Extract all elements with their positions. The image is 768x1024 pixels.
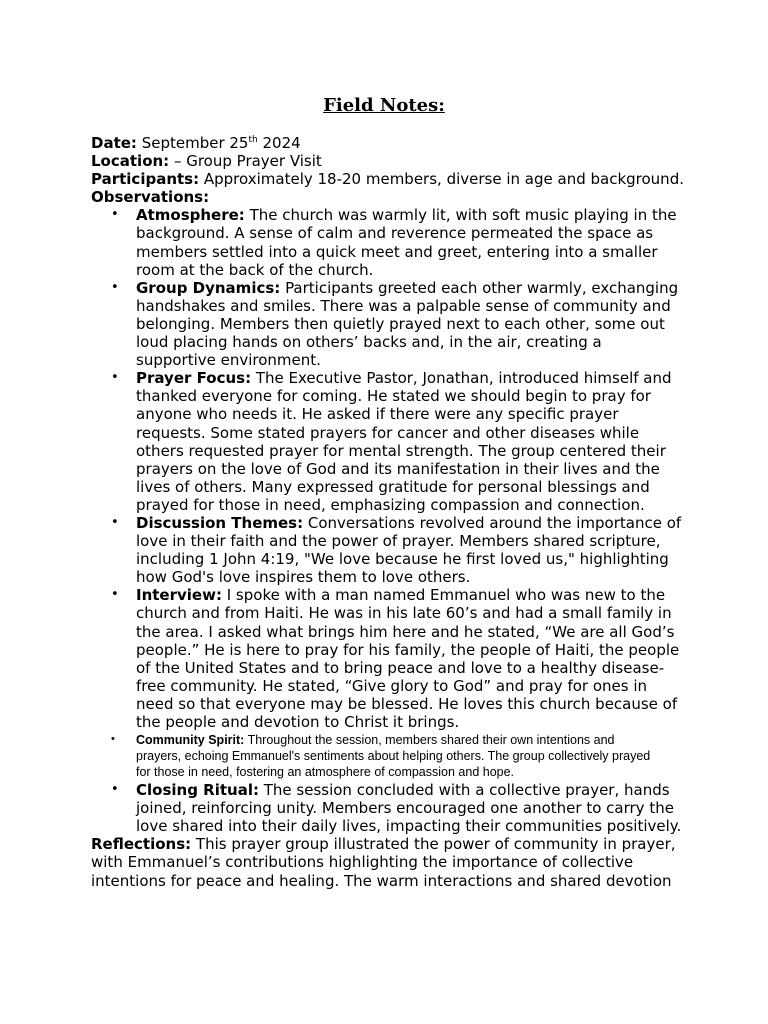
bullet-icon: • (111, 207, 119, 223)
date-line (91, 134, 691, 152)
bullet-icon: • (111, 782, 119, 798)
item-text: I spoke with a man named Emmanuel who was new to the church and from Haiti. He was in his late 60’s and had a small family in the area. I asked what brings him here and he stated, “We are all God’s people.” He is here to pray for his family, the people of Haiti, the people of the United States and to bring peace and love to a healthy disease-free community. He stated, “Give glory to God” and pray for ones in need so that everyone may be blessed. He loves this church because of the people and devotion to Christ it brings. (136, 586, 680, 731)
bullet-icon: • (111, 587, 119, 603)
item-label: Prayer Focus: (136, 369, 252, 388)
item-label: Atmosphere: (136, 206, 245, 225)
location-line (91, 152, 691, 170)
location-label: Location: (91, 152, 170, 171)
item-text: Participants greeted each other warmly, exchanging handshakes and smiles. There was a palpable sense of community and belonging. Members then quietly prayed next to each other, some out loud placing hands on others’ backs and, in the air, creating a supportive environment. (136, 278, 679, 370)
bullet-icon: • (111, 279, 119, 295)
list-item (91, 514, 682, 586)
list-item (91, 586, 682, 731)
item-label: Community Spirit: (136, 733, 245, 748)
item-label: Discussion Themes: (136, 513, 304, 532)
bullet-icon: • (111, 370, 119, 386)
bullet-icon: • (111, 514, 119, 530)
observations-label: Observations: (91, 188, 210, 207)
date-year: 2024 (262, 134, 301, 152)
date-value: September 25 (141, 134, 249, 152)
item-text: Conversations revolved around the importance of love in their faith and the power of prayer. Members shared scripture, including 1 John 4:19, "We love because he first loved us," highlighting how God's love inspires them to love others. (136, 513, 682, 587)
item-text: The church was warmly lit, with soft music playing in the background. A sense of calm and reverence permeated the space as members settled into a quick meet and greet, entering into a smaller room at the back of the church. (136, 206, 677, 279)
list-item (91, 206, 682, 278)
reflections-text: This prayer group illustrated the power of community in prayer, with Emmanuel’s contributions highlighting the importance of collective intentions for peace and healing. The warm interactions and shared devotion (91, 835, 676, 890)
item-label: Closing Ritual: (136, 781, 259, 800)
observations-heading (91, 188, 691, 206)
document-body (91, 134, 691, 890)
observations-list (91, 206, 691, 835)
item-text: The Executive Pastor, Jonathan, introduced himself and thanked everyone for coming. He stated we should begin to pray for anyone who needs it. He asked if there were any specific prayer requests. Some stated prayers for cancer and other diseases while others requested prayer for mental strength. The group centered their prayers on the love of God and its manifestation in their lives and the lives of others. Many expressed gratitude for personal blessings and prayed for those in need, emphasizing compassion and connection. (136, 369, 672, 514)
list-item (91, 781, 682, 835)
item-text: The session concluded with a collective prayer, hands joined, reinforcing unity. Members encouraged one another to carry the love shared into their daily lives, impacting their communities positively. (136, 781, 682, 836)
list-item (91, 731, 656, 781)
item-text: Throughout the session, members shared their own intentions and prayers, echoing Emmanuel's sentiments about helping others. The group collectively prayed for those in need, fostering an atmosphere of compassion and hope. (136, 733, 651, 780)
participants-label: Participants: (91, 170, 200, 189)
participants-line (91, 170, 691, 188)
item-label: Interview: (136, 586, 222, 605)
location-value: – Group Prayer Visit (173, 152, 322, 171)
list-item (91, 369, 682, 514)
participants-value: Approximately 18-20 members, diverse in age and background. (203, 170, 684, 189)
bullet-icon: • (111, 733, 115, 746)
date-label: Date: (91, 134, 137, 152)
date-ordinal: th (248, 135, 258, 145)
reflections-label: Reflections: (91, 835, 192, 854)
item-label: Group Dynamics: (136, 278, 281, 297)
list-item (91, 279, 682, 369)
reflections-paragraph (91, 835, 691, 889)
document-title: Field Notes: (323, 95, 445, 116)
